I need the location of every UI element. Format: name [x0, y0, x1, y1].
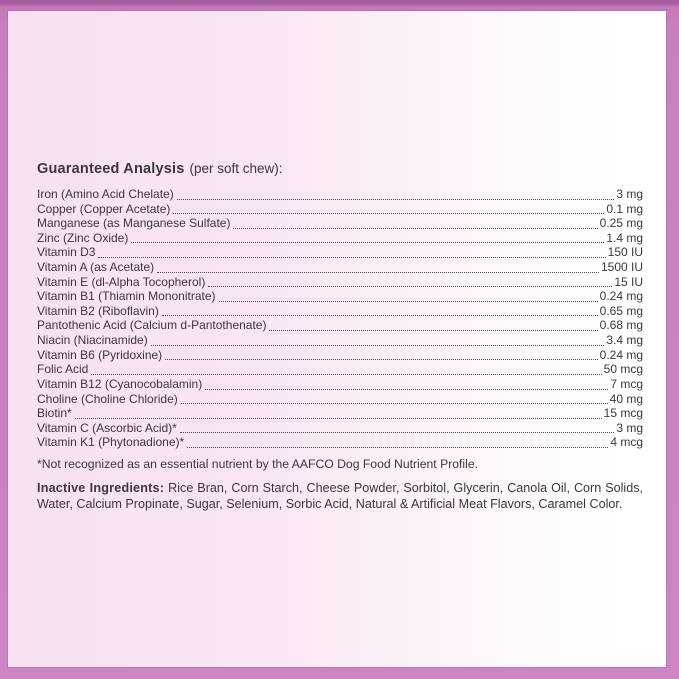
dot-leader — [174, 201, 617, 202]
dot-leader — [159, 317, 600, 318]
nutrient-name: Vitamin A (as Acetate) — [37, 260, 155, 275]
nutrient-name: Vitamin B1 (Thiamin Mononitrate) — [37, 289, 216, 304]
nutrient-value: 0.65 mg — [599, 303, 643, 318]
inactive-ingredients-text: Rice Bran, Corn Starch, Cheese Powder, Sorbitol, Glycerin, Canola Oil, Corn Solids, Water, Calcium Propinate, Sugar, Selenium, Sorbic Acid, Natural & Artificial Meat Flavors, Caramel Color. — [37, 480, 644, 511]
nutrient-name: Iron (Amino Acid Chelate) — [37, 187, 174, 201]
dot-leader — [95, 259, 607, 260]
label-content — [37, 160, 643, 512]
nutrient-value: 7 mcg — [610, 376, 643, 391]
nutrient-row — [37, 435, 643, 450]
dot-leader — [170, 215, 606, 216]
nutrient-name: Copper (Copper Acetate) — [37, 201, 171, 216]
label-background — [8, 11, 666, 667]
dot-leader — [202, 391, 610, 392]
nutrient-name: Pantothenic Acid (Calcium d-Pantothenate) — [37, 318, 267, 333]
nutrient-value: 0.24 mg — [599, 347, 643, 362]
nutrient-value: 1.4 mg — [606, 230, 643, 245]
nutrient-value: 3.4 mg — [606, 333, 643, 348]
nutrient-row — [37, 216, 643, 231]
nutrient-row — [37, 333, 643, 348]
nutrient-row — [37, 289, 643, 304]
nutrient-name: Niacin (Niacinamide) — [37, 333, 148, 348]
nutrient-name: Biotin* — [37, 406, 72, 421]
nutrient-row — [37, 377, 643, 392]
nutrient-row — [37, 275, 643, 290]
nutrient-name: Vitamin E (dl-Alpha Tocopherol) — [37, 274, 206, 289]
nutrient-row — [37, 318, 643, 333]
dot-leader — [178, 405, 610, 406]
nutrient-row — [37, 187, 643, 202]
nutrient-name: Folic Acid — [37, 362, 89, 377]
dot-leader — [184, 449, 610, 450]
nutrient-name: Choline (Choline Chloride) — [37, 391, 178, 406]
guaranteed-analysis-title-bold: Guaranteed Analysis — [37, 161, 185, 177]
inactive-ingredients-label: Inactive Ingredients: — [37, 480, 165, 495]
nutrient-row — [37, 260, 643, 275]
nutrient-name: Vitamin D3 — [37, 245, 96, 260]
nutrient-name: Vitamin B12 (Cyanocobalamin) — [37, 376, 203, 391]
nutrient-name: Vitamin B2 (Riboflavin) — [37, 303, 159, 318]
dot-leader — [205, 288, 614, 289]
nutrient-name: Vitamin C (Ascorbic Acid)* — [37, 420, 177, 435]
nutrient-row — [37, 392, 643, 407]
nutrient-row — [37, 406, 643, 421]
nutrient-row — [37, 348, 643, 363]
nutrient-row — [37, 245, 643, 260]
dot-leader — [216, 303, 600, 304]
dot-leader — [230, 230, 599, 231]
nutrient-value: 50 mcg — [603, 362, 643, 377]
nutrient-value: 3 mg — [616, 420, 643, 435]
nutrient-value: 15 mcg — [603, 406, 643, 421]
nutrient-value: 0.24 mg — [599, 289, 643, 304]
dot-leader — [177, 434, 616, 435]
dot-leader — [148, 347, 607, 348]
nutrient-value: 15 IU — [614, 274, 643, 289]
nutrient-value: 3 mg — [616, 187, 643, 201]
dot-leader — [266, 332, 599, 333]
aafco-footnote: *Not recognized as an essential nutrient by the AAFCO Dog Food Nutrient Profile. — [37, 456, 479, 471]
dot-leader — [88, 376, 603, 377]
nutrient-name: Vitamin B6 (Pyridoxine) — [37, 347, 163, 362]
nutrient-name: Vitamin K1 (Phytonadione)* — [37, 435, 185, 450]
nutrient-row — [37, 202, 643, 217]
nutrient-value: 0.68 mg — [599, 318, 643, 333]
nutrient-row — [37, 304, 643, 319]
nutrient-value: 40 mg — [609, 391, 643, 406]
dot-leader — [162, 361, 599, 362]
dot-leader — [72, 420, 604, 421]
nutrient-value: 1500 IU — [600, 260, 643, 275]
nutrient-row — [37, 231, 643, 246]
nutrient-value: 0.25 mg — [599, 216, 643, 231]
nutrient-value: 150 IU — [607, 245, 643, 260]
nutrient-name: Manganese (as Manganese Sulfate) — [37, 216, 231, 231]
guaranteed-analysis-title-note: (per soft chew): — [189, 161, 283, 176]
inactive-ingredients — [37, 481, 643, 512]
nutrient-name: Zinc (Zinc Oxide) — [37, 230, 129, 245]
dot-leader — [154, 274, 601, 275]
dot-leader — [128, 244, 606, 245]
guaranteed-analysis-title — [37, 160, 643, 178]
nutrient-value: 4 mcg — [610, 435, 643, 450]
nutrient-row — [37, 362, 643, 377]
nutrient-row — [37, 421, 643, 436]
nutrient-value: 0.1 mg — [606, 201, 643, 216]
nutrient-table — [37, 187, 643, 450]
